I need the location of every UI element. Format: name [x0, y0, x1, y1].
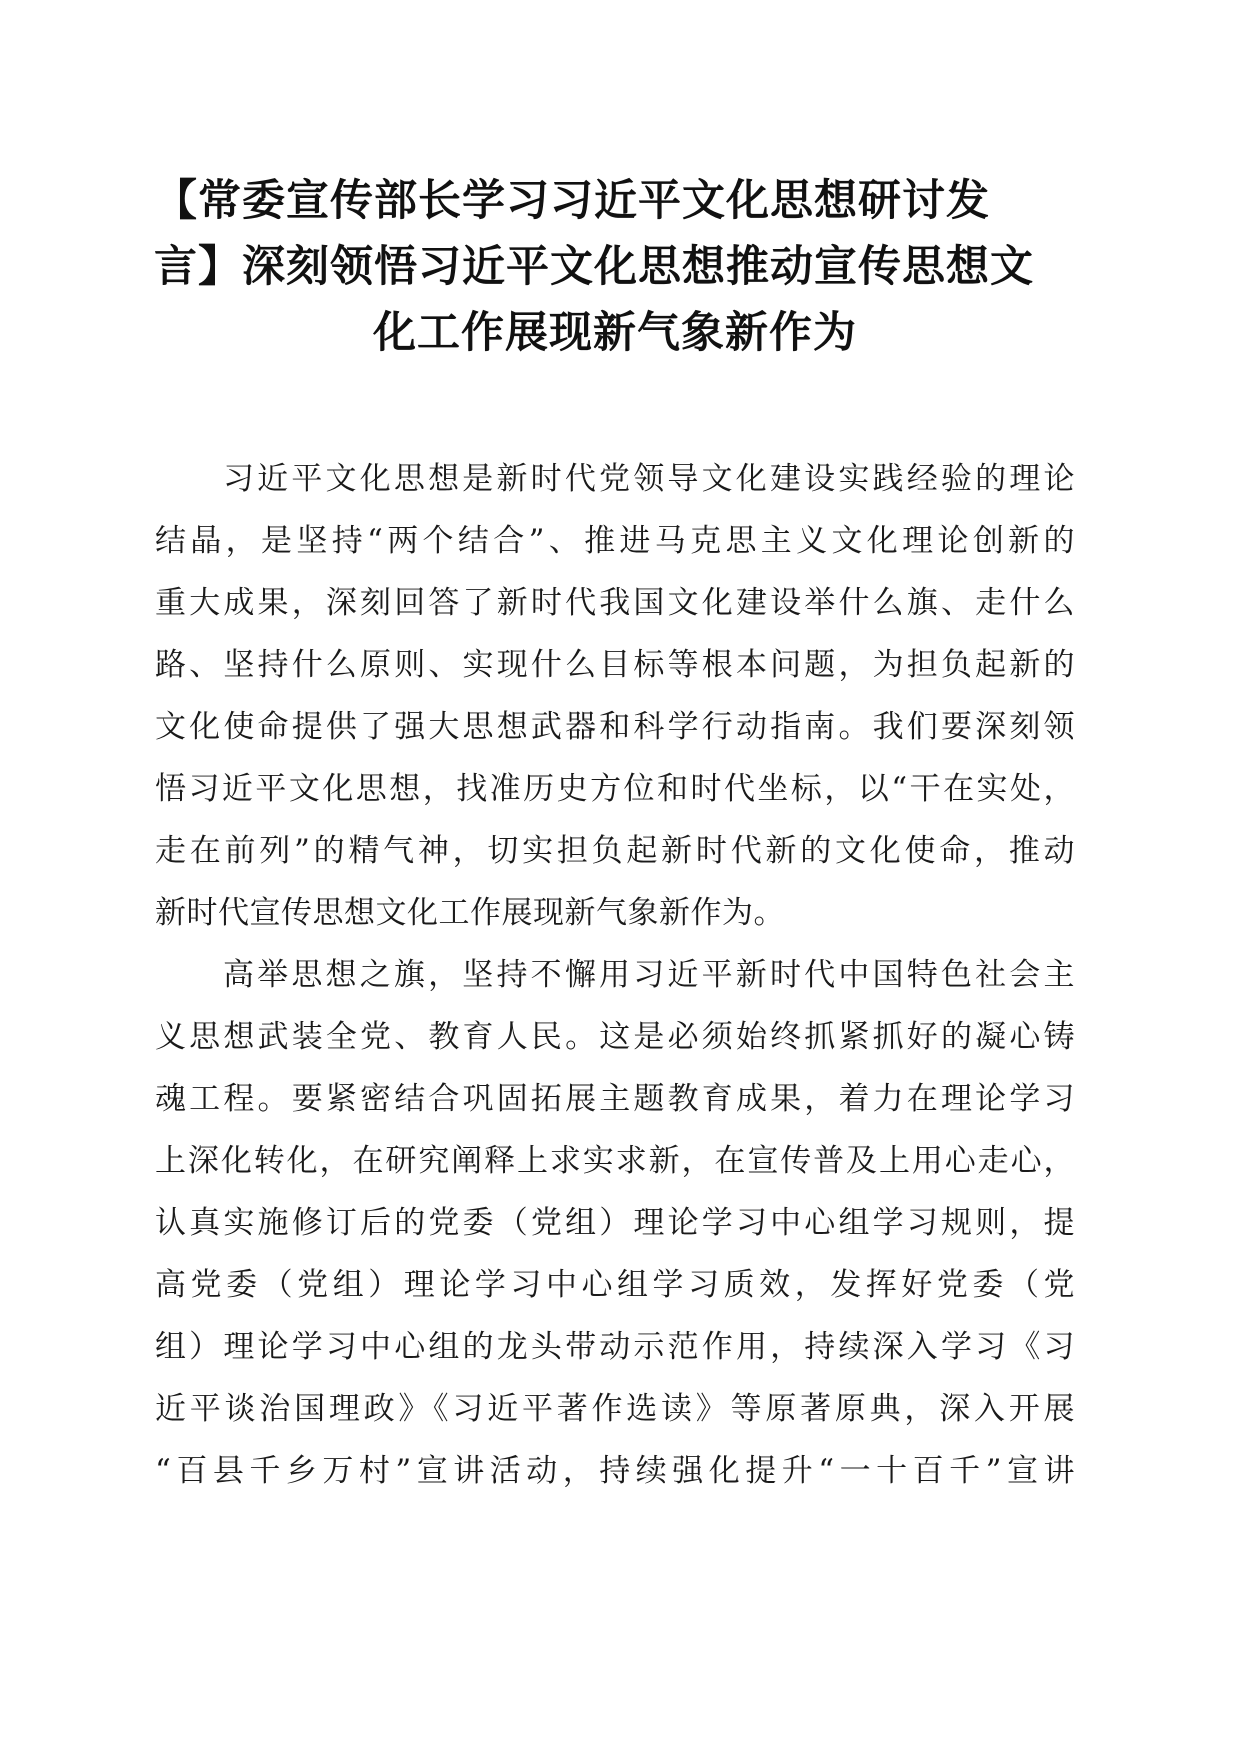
- document-title: [150, 168, 1080, 366]
- body-paragraph-2: [155, 944, 1075, 1502]
- paragraph-line: “百县千乡万村”宣讲活动，持续强化提升“一十百千”宣讲: [155, 1453, 1075, 1489]
- paragraph-line: 习近平文化思想是新时代党领导文化建设实践经验的理论: [223, 461, 1075, 497]
- paragraph-line: 悟习近平文化思想，找准历史方位和时代坐标，以“干在实处，: [155, 771, 1075, 807]
- body-paragraph-1: [155, 448, 1075, 944]
- paragraph-line: 义思想武装全党、教育人民。这是必须始终抓紧抓好的凝心铸: [155, 1019, 1075, 1055]
- paragraph-line: 文化使命提供了强大思想武器和科学行动指南。我们要深刻领: [155, 709, 1075, 745]
- paragraph-line: 新时代宣传思想文化工作展现新气象新作为。: [155, 895, 785, 931]
- paragraph-line: 近平谈治国理政》《习近平著作选读》等原著原典，深入开展: [155, 1391, 1075, 1427]
- paragraph-line: 魂工程。要紧密结合巩固拓展主题教育成果，着力在理论学习: [155, 1081, 1075, 1117]
- paragraph-line: 重大成果，深刻回答了新时代我国文化建设举什么旗、走什么: [155, 585, 1075, 621]
- title-line: 言】深刻领悟习近平文化思想推动宣传思想文: [154, 242, 1034, 292]
- paragraph-line: 高党委（党组）理论学习中心组学习质效，发挥好党委（党: [155, 1267, 1075, 1303]
- paragraph-line: 走在前列”的精气神，切实担负起新时代新的文化使命，推动: [155, 833, 1075, 869]
- paragraph-line: 路、坚持什么原则、实现什么目标等根本问题，为担负起新的: [155, 647, 1075, 683]
- paragraph-line: 组）理论学习中心组的龙头带动示范作用，持续深入学习《习: [155, 1329, 1075, 1365]
- paragraph-line: 高举思想之旗，坚持不懈用习近平新时代中国特色社会主: [223, 957, 1075, 993]
- title-line: 化工作展现新气象新作为: [373, 308, 857, 358]
- title-line: 【常委宣传部长学习习近平文化思想研讨发: [154, 176, 990, 226]
- paragraph-line: 上深化转化，在研究阐释上求实求新，在宣传普及上用心走心，: [155, 1143, 1075, 1179]
- paragraph-line: 结晶，是坚持“两个结合”、推进马克思主义文化理论创新的: [155, 523, 1075, 559]
- paragraph-line: 认真实施修订后的党委（党组）理论学习中心组学习规则，提: [155, 1205, 1075, 1241]
